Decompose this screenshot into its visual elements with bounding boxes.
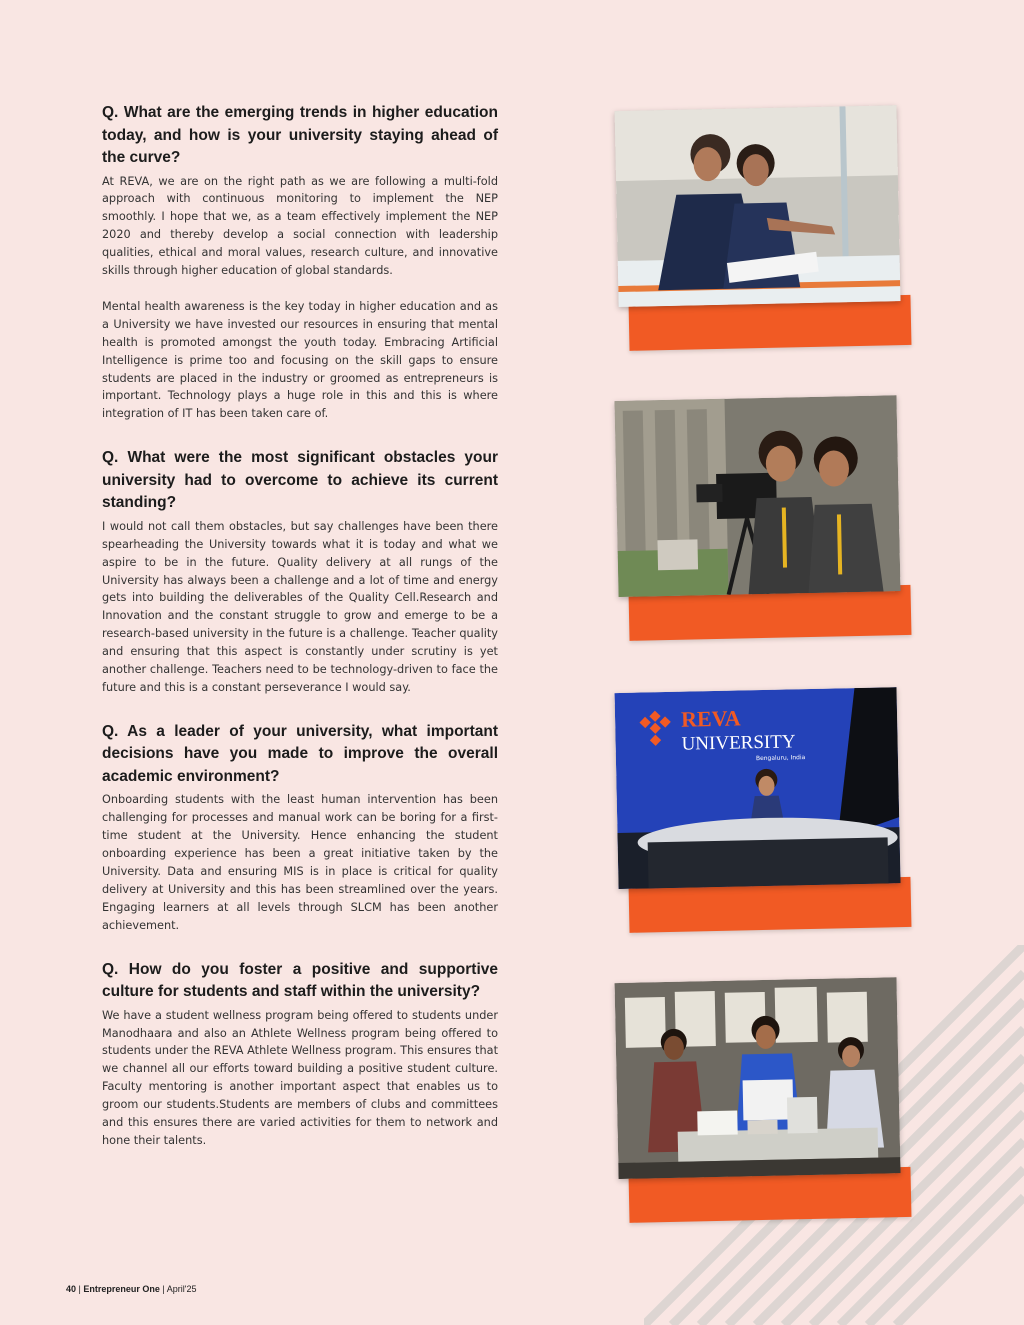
photo-card-lab bbox=[615, 105, 912, 351]
studio-photo bbox=[615, 687, 901, 889]
studio-sign-location: Bengaluru, India bbox=[755, 754, 806, 763]
qa-section-4 bbox=[102, 959, 498, 1150]
studio-sign-subtitle: UNIVERSITY bbox=[681, 731, 796, 755]
photo-card-studio bbox=[615, 687, 912, 933]
answer-paragraph: I would not call them obstacles, but say challenges have been there spearheading the University towards what it is today and what we aspire to be in the future. Quality delivery at all rungs of the University has always been a challenge and a lot of time and energy gets into building the deliverables of the Quality Cell.Research and Innovation and the constant struggle to grow and emerge to be a research-based university in the future is a challenge. Teacher quality and ensuring that this aspect is constantly under scrutiny is yet another challenge. Teachers need to be technology-driven to face the future and this is a constant perseverance I would say. bbox=[102, 519, 498, 694]
question-heading: Q. What are the emerging trends in higher education today, and how is your university staying ahead of the curve? bbox=[102, 104, 498, 166]
lab-students-photo bbox=[615, 105, 901, 307]
qa-section-2 bbox=[102, 447, 498, 697]
qa-section-1 bbox=[102, 102, 498, 423]
model-students-photo bbox=[615, 977, 901, 1179]
answer-paragraph: We have a student wellness program being offered to students under Manodhaara and also an Athlete Wellness program being offered to students under the REVA Athlete Wellness program. This ensures that we channel all our efforts toward building a positive student culture. Faculty mentoring is another important aspect that enables us to groom our students.Students are members of clubs and committees and this ensures there are varied activities for them to network and hone their talents. bbox=[102, 1008, 498, 1147]
footer-separator: | bbox=[162, 1284, 167, 1294]
studio-sign-title: REVA bbox=[680, 705, 741, 732]
page-number: 40 bbox=[66, 1284, 77, 1294]
question-heading: Q. What were the most significant obstacles your university had to overcome to achieve its current standing? bbox=[102, 449, 498, 512]
answer-paragraph: Mental health awareness is the key today in higher education and as a University we have invested our resources in ensuring that mental health is promoted amongst the youth today. Embracing Artificial Intelligence is prime too and focusing on the skill gaps to ensure students are placed in the industry or groomed as entrepreneurs is important. Technology plays a huge role in this and this is where integration of IT has been taken care of. bbox=[102, 299, 498, 421]
answer-paragraph: At REVA, we are on the right path as we are following a multi-fold approach with continuous monitoring to implement the NEP smoothly. I hope that we, as a team effectively implement the NEP 2020 and thereby develop a social connection with leadership qualities, ethical and moral values, research culture, and innovative skills through higher education of global standards. bbox=[102, 174, 498, 278]
photo-card-model bbox=[615, 977, 912, 1223]
article-column bbox=[102, 102, 498, 1150]
question-heading: Q. As a leader of your university, what important decisions have you made to improve the overall academic environment? bbox=[102, 722, 498, 785]
qa-section-3 bbox=[102, 721, 498, 935]
magazine-name: Entrepreneur One bbox=[83, 1284, 160, 1294]
camera-students-photo bbox=[615, 395, 901, 597]
footer-separator: | bbox=[78, 1284, 84, 1294]
question-heading: Q. How do you foster a positive and supportive culture for students and staff within the university? bbox=[102, 960, 498, 1001]
issue-date: April'25 bbox=[166, 1284, 197, 1294]
photo-card-camera bbox=[615, 395, 912, 641]
answer-paragraph: Onboarding students with the least human intervention has been challenging for processes and manual work can be boring for a first-time student at the University. Hence enhancing the student onboarding experience has been a great initiative taken by the University. Data and ensuring MIS is in place is critical for quality delivery at University and this has been streamlined over the years. Engaging learners at all levels through SLCM has been another achievement. bbox=[102, 793, 498, 932]
page-footer bbox=[66, 1284, 197, 1294]
